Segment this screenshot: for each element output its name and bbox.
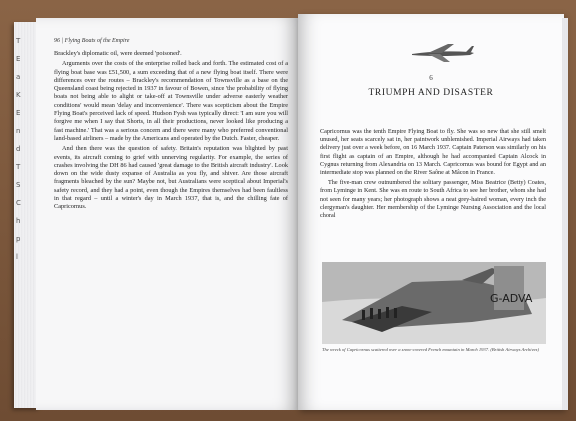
wreck-photograph: [322, 262, 546, 344]
edge-mark: d: [16, 145, 21, 153]
right-paragraph: The five-man crew outnumbered the solitary passenger, Miss Beatrice (Betty) Coates, from Lyminge in Kent. She was en route to South Africa to see her brother, whom she had not seen for many years; her photograph shows a neat grey-haired woman, every inch the clergyman's daughter. Her membership of the Lyminge Nursing Association and the local choral: [320, 179, 546, 220]
right-page: [298, 14, 564, 410]
edge-mark: E: [16, 55, 21, 63]
left-page-body: [54, 50, 288, 214]
aircraft-registration: G-ADVA: [490, 292, 533, 305]
edge-mark: a: [16, 73, 21, 81]
edge-mark: C: [16, 199, 21, 207]
edge-mark: E: [16, 109, 21, 117]
edge-mark: T: [16, 37, 21, 45]
right-page-body: [320, 128, 546, 222]
flying-boat-illustration: [408, 40, 478, 66]
left-paragraph: And then there was the question of safety. Britain's reputation was blighted by past events, its aircraft coming to grief with unnerving regularity. For example, the series of crashes involving the DH 86 had caused 'great damage to the British aircraft industry'. Look down on the wide dusty expanse of Australia as you fly, and shiver. Are those aircraft fragments bleached by the sun? Maybe not, but Australians were sceptical about Imperial's safety record, and they had a point, even though the Empires themselves had been faultless in that regard – until a winter's day in March 1937, that is, and the chilling fate of Capricornus.: [54, 145, 288, 211]
edge-mark: h: [16, 217, 21, 225]
running-head: 96 | Flying Boats of the Empire: [54, 38, 130, 44]
edge-tab-marks: [16, 32, 34, 332]
left-paragraph: Brackley's diplomatic oil, were deemed 'poisoned'.: [54, 50, 182, 57]
edge-mark: n: [16, 127, 21, 135]
left-page: [36, 18, 298, 410]
left-paragraph: Arguments over the costs of the enterprise rolled back and forth. The estimated cost of a flying boat base was £51,500, a sum exceeding that of a new flying boat itself. There were differences over the routes – Brackley's recommendation of Townsville as a base on the Queensland coast being rejected in 1937 in favour of Bowen, since 'the probability of flying boats not being able to alight or take-off at Townsville under adverse easterly weather conditions' would mean 'delay and inconvenience'. There was scepticism about the Empire Flying Boat's perceived lack of speed. Hudson Fysh was typically direct: 'I am sure you will forgive me when I say that Shorts, in all their productions, never looked like producing a fast machine.' That was a serious concern and there were many who preferred conventional land-based airliners – made by the Americans and operated by the Dutch. Faster, cheaper.: [54, 60, 288, 142]
photo-caption: The wreck of Capricornus scattered over a snow-covered French mountain in March 1937. (British Airways Archives): [322, 347, 539, 352]
edge-mark: l: [16, 253, 18, 261]
edge-mark: T: [16, 163, 21, 171]
open-book: [10, 8, 570, 413]
edge-mark: p: [16, 235, 21, 243]
right-page-edges: [562, 18, 568, 410]
chapter-title: TRIUMPH AND DISASTER: [368, 88, 494, 98]
edge-mark: S: [16, 181, 21, 189]
edge-mark: K: [16, 91, 21, 99]
right-paragraph: Capricornus was the tenth Empire Flying Boat to fly. She was so new that she still smelt unused, her seats scarcely sat in, her paintwork unblemished. Imperial Airways had taken delivery just over a week before, on 16 March 1937. Captain Paterson was similarly on his first flight as captain of an Empire, although he had accompanied Captain Alcock in Cygnus returning from Alexandria on 13 March. Capricornus was bound for Egypt and an intermediate stop was planned on the River Saône at Mâcon in France.: [320, 128, 546, 177]
chapter-number: 6: [429, 74, 433, 82]
